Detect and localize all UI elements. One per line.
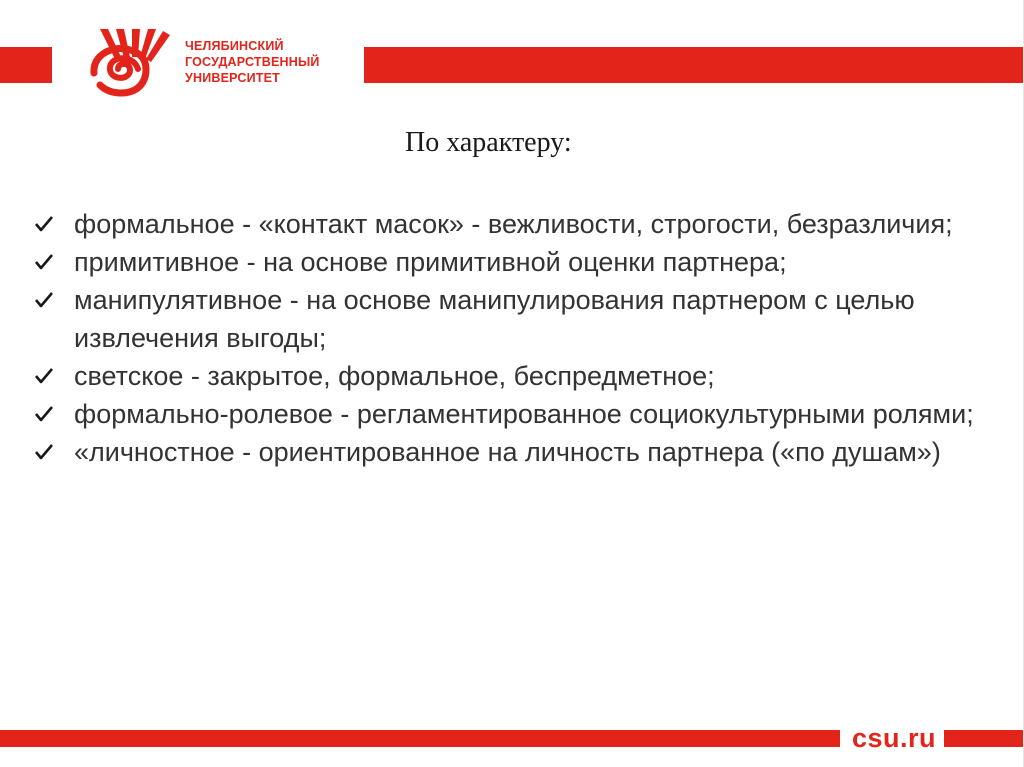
checkmark-icon: [34, 252, 54, 272]
communication-types-list: [34, 205, 994, 471]
university-name-line: ЧЕЛЯБИНСКИЙ: [185, 39, 284, 53]
list-item: [34, 357, 994, 395]
university-name-line: УНИВЕРСИТЕТ: [185, 71, 280, 85]
list-item-text: формальное - «контакт масок» - вежливости, строгости, безразличия;: [74, 209, 953, 239]
list-item: [34, 395, 994, 433]
list-item-text: манипулятивное - на основе манипулирования партнером с целью извлечения выгоды;: [74, 285, 915, 353]
list-item: [34, 243, 994, 281]
university-name-line: ГОСУДАРСТВЕННЫЙ: [185, 55, 320, 69]
header-bar-right: [364, 47, 1024, 83]
list-item-text: формально-ролевое - регламентированное социокультурными ролями;: [74, 399, 974, 429]
footer-bar-left: [0, 730, 840, 747]
checkmark-icon: [34, 404, 54, 424]
slide-heading: По характеру:: [405, 127, 572, 158]
list-item: [34, 433, 994, 471]
list-item-text: светское - закрытое, формальное, беспредметное;: [74, 361, 715, 391]
list-item-text: «личностное - ориентированное на личность партнера («по душам»): [74, 437, 941, 467]
checkmark-icon: [34, 290, 54, 310]
list-item-text: примитивное - на основе примитивной оценки партнера;: [74, 247, 787, 277]
checkmark-icon: [34, 442, 54, 462]
header-bar-left: [0, 47, 52, 83]
csu-spiral-logo-icon: [78, 29, 176, 99]
footer-bar-right: [944, 730, 1024, 747]
list-item: [34, 205, 994, 243]
list-item: [34, 281, 994, 357]
checkmark-icon: [34, 366, 54, 386]
checkmark-icon: [34, 214, 54, 234]
footer-site-link[interactable]: csu.ru: [852, 723, 937, 753]
university-name: [185, 38, 320, 86]
